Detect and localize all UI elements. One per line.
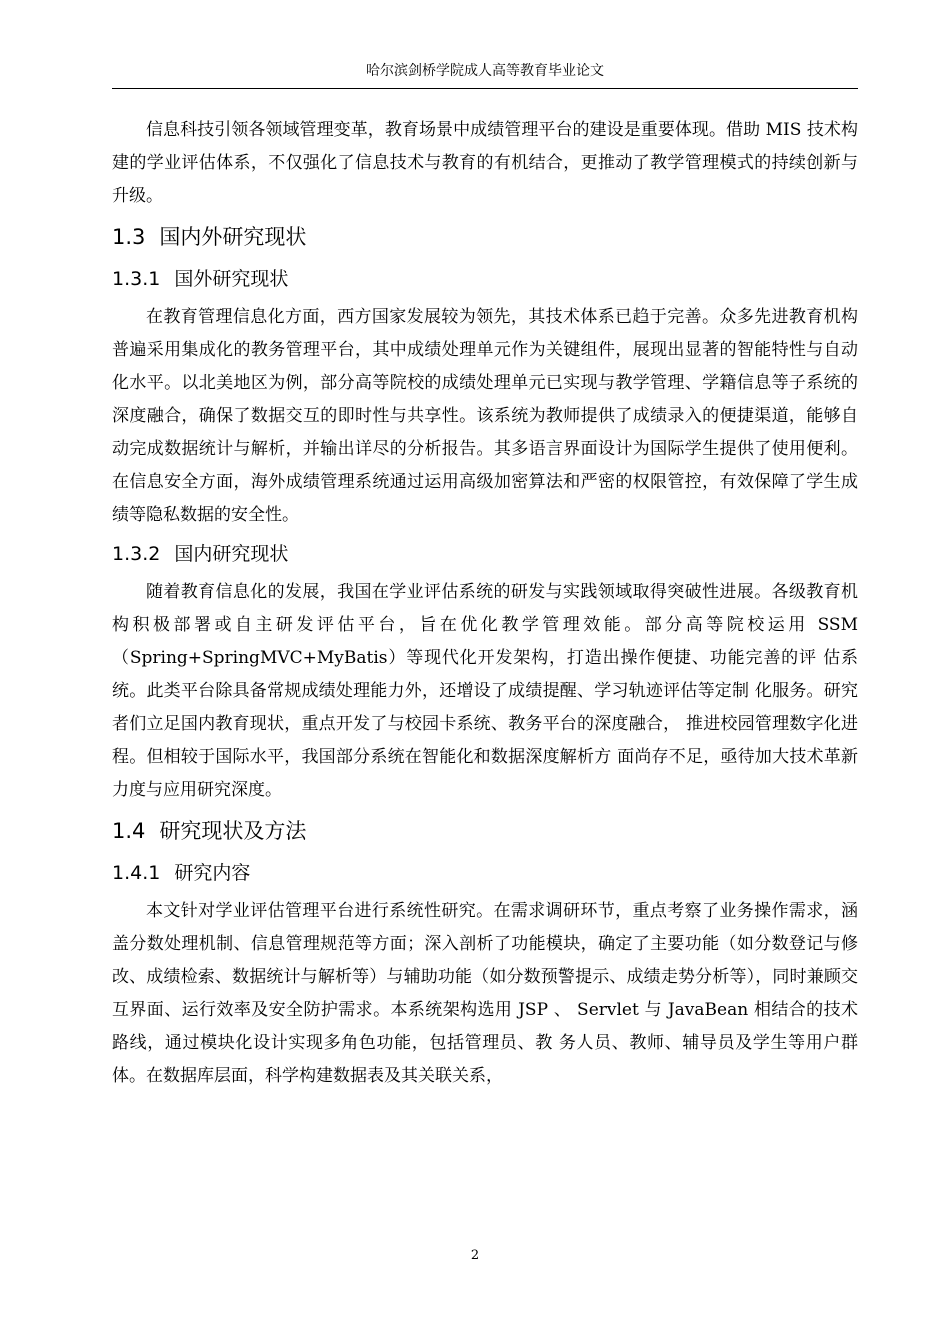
page-body bbox=[112, 114, 858, 1093]
section-number: 1.3 bbox=[112, 225, 146, 249]
subsection-title: 研究内容 bbox=[174, 862, 251, 884]
page-number: 2 bbox=[470, 1248, 480, 1263]
subsection-title: 国外研究现状 bbox=[174, 268, 289, 290]
foreign-research-paragraph: 在教育管理信息化方面，西方国家发展较为领先，其技术体系已趋于完善。众多先进教育机构普遍采用集成化的教务管理平台，其中成绩处理单元作为关键组件，展现出显著的智能特性与自动化水平。以北美地区为例，部分高等院校的成绩处理单元已实现与教学管理、学籍信息等子系统的深度融合，确保了数据交互的即时性与共享性。该系统为教师提供了成绩录入的便捷渠道，能够自动完成数据统计与解析，并输出详尽的分析报告。其多语言界面设计为国际学生提供了使用便利。在信息安全方面，海外成绩管理系统通过运用高级加密算法和严密的权限管控，有效保障了学生成绩等隐私数据的安全性。 bbox=[112, 307, 858, 525]
domestic-research-paragraph: 随着教育信息化的发展，我国在学业评估系统的研发与实践领域取得突破性进展。各级教育机构积极部署或自主研发评估平台，旨在优化教学管理效能。部分高等院校运用 SSM（Spring+SpringMVC+MyBatis）等现代化开发架构，打造出操作便捷、功能完善的评 估系统。此类平台除具备常规成绩处理能力外，还增设了成绩提醒、学习轨迹评估等定制 化服务。研究者们立足国内教育现状，重点开发了与校园卡系统、教务平台的深度融合， 推进校园管理数字化进程。但相较于国际水平，我国部分系统在智能化和数据深度解析方 面尚存不足，亟待加大技术革新力度与应用研究深度。 bbox=[112, 582, 858, 800]
subsection-heading-1-3-1 bbox=[112, 261, 858, 297]
subsection-heading-1-4-1 bbox=[112, 855, 858, 891]
section-title: 国内外研究现状 bbox=[159, 225, 307, 249]
subsection-number: 1.3.1 bbox=[112, 268, 161, 290]
header-rule bbox=[112, 88, 858, 89]
intro-paragraph: 信息科技引领各领域管理变革，教育场景中成绩管理平台的建设是重要体现。借助 MIS 技术构建的学业评估体系，不仅强化了信息技术与教育的有机结合，更推动了教学管理模式的持续创新与升级。 bbox=[112, 120, 858, 206]
subsection-number: 1.3.2 bbox=[112, 543, 161, 565]
page-header: 哈尔滨剑桥学院成人高等教育毕业论文 bbox=[366, 63, 604, 79]
subsection-number: 1.4.1 bbox=[112, 862, 161, 884]
section-heading-1-3 bbox=[112, 219, 858, 255]
section-heading-1-4 bbox=[112, 813, 858, 849]
section-title: 研究现状及方法 bbox=[159, 819, 307, 843]
research-content-paragraph: 本文针对学业评估管理平台进行系统性研究。在需求调研环节，重点考察了业务操作需求，涵盖分数处理机制、信息管理规范等方面；深入剖析了功能模块，确定了主要功能（如分数登记与修改、成绩检索、数据统计与解析等）与辅助功能（如分数预警提示、成绩走势分析等），同时兼顾交互界面、运行效率及安全防护需求。本系统架构选用 JSP 、 Servlet 与 JavaBean 相结合的技术路线，通过模块化设计实现多角色功能，包括管理员、教 务人员、教师、辅导员及学生等用户群体。在数据库层面，科学构建数据表及其关联关系， bbox=[112, 901, 858, 1086]
subsection-heading-1-3-2 bbox=[112, 536, 858, 572]
section-number: 1.4 bbox=[112, 819, 146, 843]
subsection-title: 国内研究现状 bbox=[174, 543, 289, 565]
